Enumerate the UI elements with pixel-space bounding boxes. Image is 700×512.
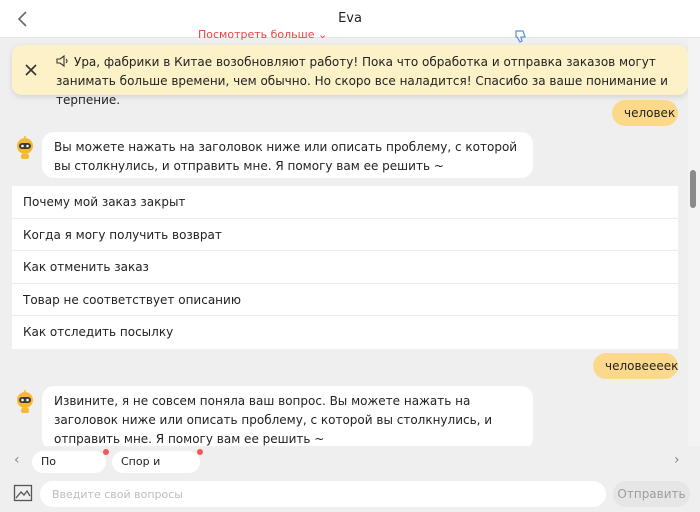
chevron-left-icon[interactable]: ‹ <box>14 452 20 468</box>
composer <box>0 476 700 512</box>
chevron-right-icon[interactable]: › <box>674 452 680 468</box>
user-message: человек <box>612 100 678 126</box>
chat-area[interactable] <box>0 28 688 446</box>
scrollbar-thumb[interactable] <box>690 170 696 208</box>
close-icon <box>22 61 40 79</box>
notification-dot <box>197 449 203 455</box>
announcement-text: Ура, фабрики в Китае возобновляют работу! Пока что обработка и отправка заказов могут занимать больше времени, чем обычно. Но скоро все наладится! Спасибо за ваше понимание и терпение. <box>56 55 668 107</box>
quick-chip-dispute[interactable] <box>112 451 200 473</box>
question-list <box>12 186 678 349</box>
quick-chip-delivery[interactable] <box>32 451 106 473</box>
question-item[interactable]: Как отменить заказ <box>12 251 678 284</box>
see-more-link[interactable]: Посмотреть больше ⌄ <box>198 28 328 41</box>
notification-dot <box>103 449 109 455</box>
page-title: Eva <box>338 11 362 26</box>
chat-scrollbar[interactable] <box>688 38 700 446</box>
announcement-banner <box>12 45 688 107</box>
bot-message: Вы можете нажать на заголовок ниже или описать проблему, с которой вы столкнулись, и отправить мне. Я помогу вам ее решить ~ <box>42 132 533 178</box>
question-item[interactable]: Когда я могу получить возврат <box>12 219 678 252</box>
chat-header <box>0 0 700 38</box>
announcement-content <box>56 53 676 110</box>
question-item[interactable]: Почему мой заказ закрыт <box>12 186 678 219</box>
thumbs-down-icon[interactable] <box>512 28 528 44</box>
message-input[interactable] <box>40 481 606 507</box>
quick-chip-label: Спор и <box>121 455 161 468</box>
speaker-icon <box>56 55 70 67</box>
bot-message: Извините, я не совсем поняла ваш вопрос. Вы можете нажать на заголовок ниже или описать проблему, с которой вы столкнулись, и отправить мне. Я помогу вам ее решить ~ <box>42 386 533 450</box>
quick-reply-bar <box>0 446 700 476</box>
image-upload-icon[interactable] <box>13 484 33 502</box>
close-banner-button[interactable] <box>22 61 40 79</box>
send-button[interactable]: Отправить <box>613 481 690 507</box>
bot-avatar-icon <box>12 388 38 414</box>
quick-chip-label: По <box>41 455 57 468</box>
bot-avatar-icon <box>12 134 38 160</box>
user-message: человеееек <box>593 353 678 379</box>
question-item[interactable]: Товар не соответствует описанию <box>12 284 678 317</box>
question-item[interactable]: Как отследить посылку <box>23 325 174 340</box>
